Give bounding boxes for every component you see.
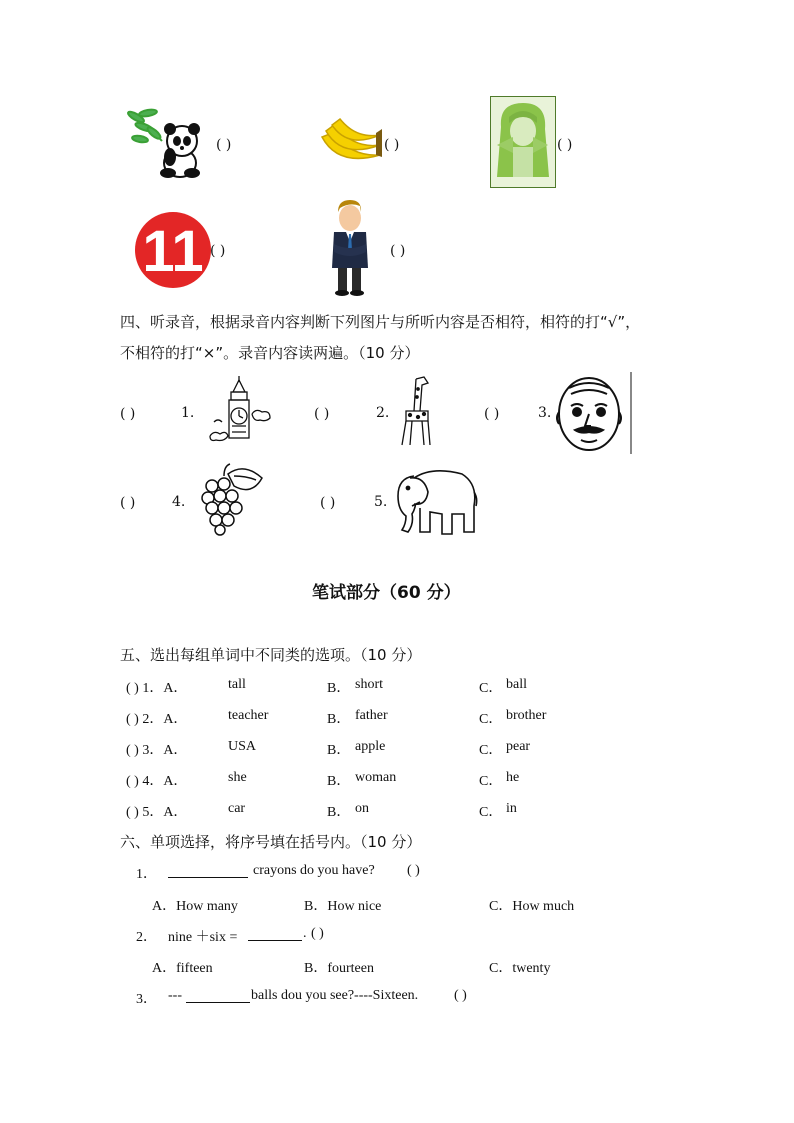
section5-heading: 五、选出每组单词中不同类的选项。（10 分）: [120, 646, 422, 664]
s6-q1-paren[interactable]: ( ): [407, 863, 420, 878]
s5-row5-b-label: B．: [327, 805, 351, 820]
s5-row5-num[interactable]: ( ) 5．A．: [126, 805, 188, 820]
s5-row3-c: pear: [506, 739, 531, 754]
s4-num-2: 2.: [376, 405, 390, 421]
panda-icon: [126, 105, 208, 180]
answer-paren-4[interactable]: ( ): [210, 243, 226, 259]
svg-text:11: 11: [142, 219, 204, 284]
s5-row4-b: woman: [355, 770, 397, 785]
s4-paren-2[interactable]: ( ): [314, 406, 330, 422]
s6-q3-num: 3．: [136, 992, 157, 1007]
s5-row2-c-label: C．: [479, 712, 503, 727]
s4-paren-5[interactable]: ( ): [320, 495, 336, 511]
s6-q3-paren[interactable]: ( ): [454, 988, 467, 1003]
s6-q2-option-c: C．twenty: [489, 961, 551, 976]
s5-row1-num[interactable]: ( ) 1．A．: [126, 681, 188, 696]
s5-row2-c: brother: [506, 708, 547, 723]
s4-num-3: 3.: [538, 405, 552, 421]
s5-row1-b-label: B．: [327, 681, 351, 696]
big-ben-icon: [206, 374, 276, 446]
s6-q1-blank[interactable]: [168, 862, 248, 878]
s5-row4-a: she: [228, 770, 247, 785]
giraffe-icon: [398, 375, 434, 447]
businessman-icon: [324, 198, 374, 296]
s4-num-4: 4.: [172, 494, 186, 510]
s5-row3-a: USA: [228, 739, 257, 754]
s5-row3-b: apple: [355, 739, 386, 754]
s5-row2-b-label: B．: [327, 712, 351, 727]
s4-paren-3[interactable]: ( ): [484, 406, 500, 422]
s4-paren-4[interactable]: ( ): [120, 495, 136, 511]
s5-row2-num[interactable]: ( ) 2．A．: [126, 712, 188, 727]
grandpa-face-icon: [551, 372, 633, 454]
answer-paren-1[interactable]: ( ): [216, 137, 232, 153]
s5-row4-num[interactable]: ( ) 4．A．: [126, 774, 188, 789]
s6-q2-blank[interactable]: [248, 925, 302, 941]
s6-q3-blank[interactable]: [186, 987, 250, 1003]
section4-heading-line2: 不相符的打“×”。录音内容读两遍。（10 分）: [120, 344, 420, 362]
s6-q1-option-a: A．How many: [152, 899, 238, 914]
s5-row4-b-label: B．: [327, 774, 351, 789]
s6-q3-text-pre: ---: [168, 988, 182, 1003]
s6-q2-paren[interactable]: ( ): [311, 926, 324, 941]
s6-q1-num: 1．: [136, 867, 157, 882]
s6-q2-option-a: A．fifteen: [152, 961, 213, 976]
s5-row1-a: tall: [228, 677, 246, 692]
section4-heading-line1: 四、听录音，根据录音内容判断下列图片与所听内容是否相符，相符的打“√”，: [120, 313, 641, 331]
s5-row5-b: on: [355, 801, 369, 816]
number-eleven-icon: [134, 211, 212, 289]
s4-num-5: 5.: [374, 494, 388, 510]
s5-row1-c: ball: [506, 677, 527, 692]
answer-paren-2[interactable]: ( ): [384, 137, 400, 153]
section6-heading: 六、单项选择，将序号填在括号内。（10 分）: [120, 833, 422, 851]
s4-num-1: 1.: [181, 405, 195, 421]
s6-q1-option-b: B．How nice: [304, 899, 382, 914]
s5-row4-c-label: C．: [479, 774, 503, 789]
s5-row2-b: father: [355, 708, 388, 723]
girl-photo-icon: [490, 96, 556, 188]
s6-q3-text-post: balls dou you see?----Sixteen.: [251, 988, 419, 1003]
s5-row2-a: teacher: [228, 708, 269, 723]
s5-row3-b-label: B．: [327, 743, 351, 758]
s6-q2-option-b: B．fourteen: [304, 961, 374, 976]
answer-paren-3[interactable]: ( ): [557, 137, 573, 153]
grapes-icon: [200, 462, 264, 536]
s6-q1-option-c: C．How much: [489, 899, 575, 914]
s5-row5-a: car: [228, 801, 246, 816]
s6-q2-text-post: .: [303, 926, 307, 941]
s5-row5-c-label: C．: [479, 805, 503, 820]
banana-icon: [318, 115, 384, 171]
elephant-icon: [392, 462, 478, 538]
written-part-title: 笔试部分（60 分）: [312, 583, 461, 603]
s6-q1-text: crayons do you have?: [253, 863, 375, 878]
s5-row1-b: short: [355, 677, 383, 692]
answer-paren-5[interactable]: ( ): [390, 243, 406, 259]
s5-row5-c: in: [506, 801, 517, 816]
s6-q2-text-pre: nine ＋six =: [168, 930, 238, 945]
s4-paren-1[interactable]: ( ): [120, 406, 136, 422]
s5-row3-num[interactable]: ( ) 3．A．: [126, 743, 188, 758]
s6-q2-num: 2．: [136, 930, 157, 945]
s5-row4-c: he: [506, 770, 520, 785]
s5-row3-c-label: C．: [479, 743, 503, 758]
s5-row1-c-label: C．: [479, 681, 503, 696]
